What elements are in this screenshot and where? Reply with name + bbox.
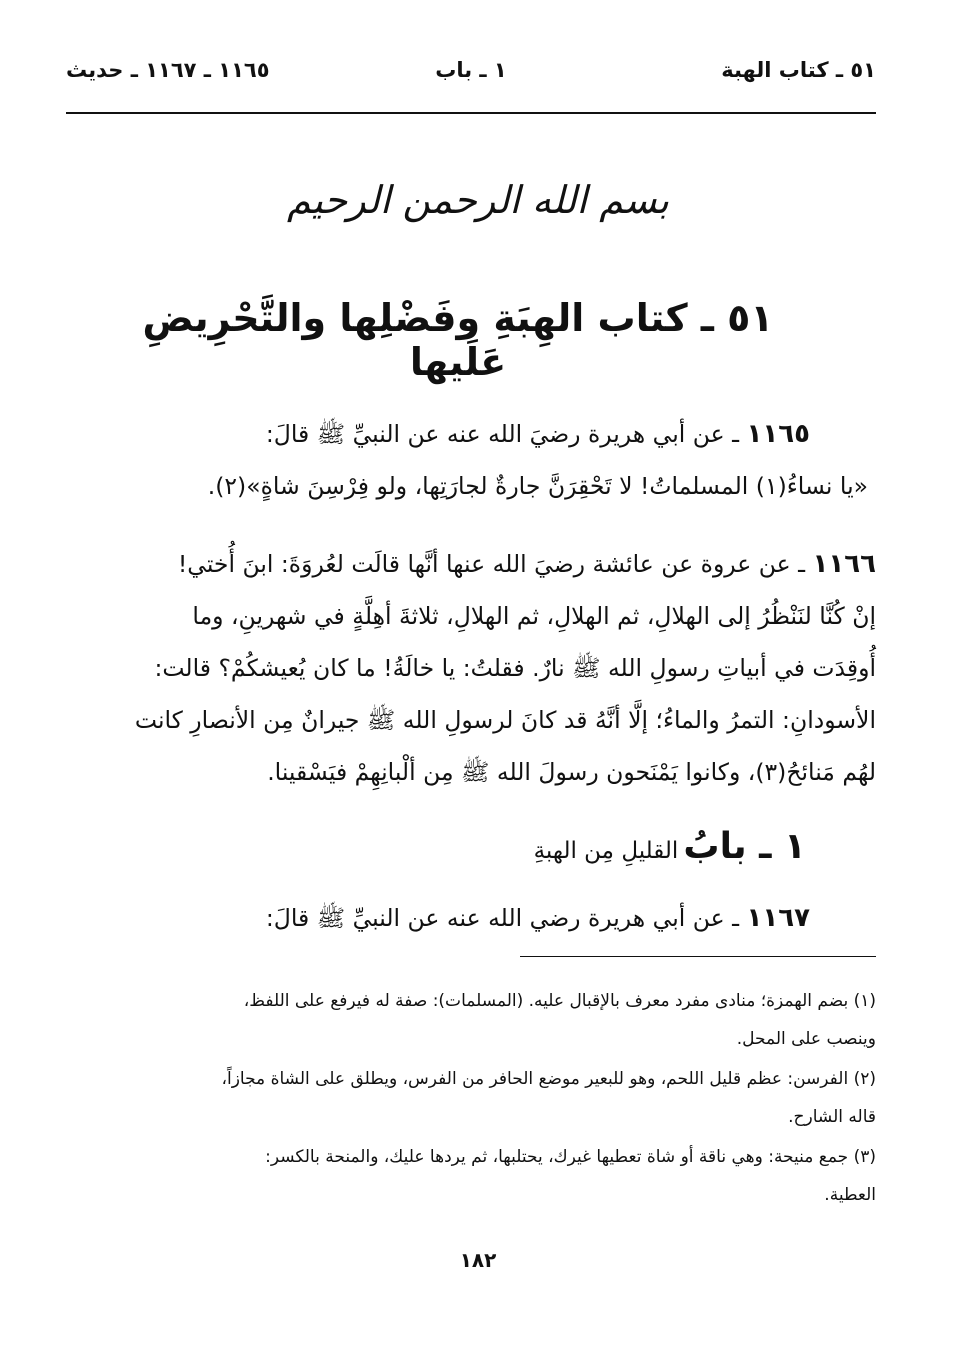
footnote-line: العطية.: [824, 1185, 876, 1205]
footnote: [70, 1060, 876, 1136]
bab-label: ١ ـ بابُ: [683, 826, 806, 867]
hadith-1166: [70, 538, 876, 798]
bab-heading: [534, 826, 806, 867]
hadith-line: [70, 694, 876, 746]
hadith-1165: [70, 408, 876, 512]
hadith-text: «يا نساءُ(١) المسلماتُ! لا تَحْقِرَنَّ جارةٌ لجارَتِها، ولو فِرْسِنَ شاةٍ»(٢).: [207, 472, 868, 500]
hadith-text: ـ عن أبي هريرة رضيَ الله عنه عن النبيِّ ﷺ قالَ:: [265, 420, 740, 448]
hadith-line: [70, 892, 876, 944]
running-header: [66, 58, 876, 98]
hadith-text: إنْ كُنَّا لنَنْظُرُ إلى الهلالِ، ثم الهلالِ، ثم الهلالِ، ثلاثةَ أهِلَّةٍ في شهرينِ، وما: [192, 602, 876, 630]
hadith-1167: [70, 892, 876, 944]
footnote-line: (١) بضم الهمزة؛ منادى مفرد معرف بالإقبال عليه. (المسلمات): صفة له فيرفع على اللفظ،: [243, 991, 876, 1011]
footnote-line: قاله الشارح.: [788, 1107, 876, 1127]
footnote-line: (٣) جمع منيحة: وهي ناقة أو شاة تعطيها غيرك، يحتلبها، ثم يردها عليك، والمنحة بالكسر:: [265, 1147, 876, 1167]
hadith-text: ـ عن أبي هريرة رضي الله عنه عن النبيِّ ﷺ قالَ:: [265, 904, 740, 932]
page-number: ١٨٢: [459, 1248, 497, 1272]
footnote-line: (٢) الفرسن: عظم قليل اللحم، وهو للبعير موضع الحافر من الفرس، ويطلق على الشاة مجازاً،: [221, 1069, 876, 1089]
hadith-number: ١١٦٧: [746, 903, 810, 933]
hadith-text: الأسودانِ: التمرُ والماءُ؛ إلَّا أنَّهُ قد كانَ لرسولِ الله ﷺ جيرانٌ مِن الأنصارِ كانت: [134, 706, 876, 734]
footnote: [70, 1138, 876, 1214]
header-hadith-range: ١١٦٥ ـ ١١٦٧ ـ حديث: [66, 58, 270, 82]
header-chapter: ٥١ ـ كتاب الهبة: [721, 58, 876, 82]
hadith-text: لهُم مَنائحُ(٣)، وكانوا يَمْنَحون رسولَ الله ﷺ مِن ألْبانِهِمْ فيَسْقينا.: [267, 758, 876, 786]
hadith-line: [70, 538, 876, 590]
hadith-line: [70, 408, 876, 460]
footnote-line: وينصب على المحل.: [736, 1029, 876, 1049]
hadith-line: [70, 746, 876, 798]
hadith-line: [70, 590, 876, 642]
basmala: بسم الله الرحمن الرحيم: [287, 178, 669, 222]
header-section: ١ ـ باب: [435, 58, 507, 82]
hadith-line: [70, 460, 876, 512]
hadith-line: [70, 642, 876, 694]
footnote: [70, 982, 876, 1058]
hadith-text: ـ عن عروة عن عائشة رضيَ الله عنها أنَّها قالَت لعُروَةَ: ابنَ أُختي!: [177, 550, 806, 578]
bab-title: القليلِ مِن الهبةِ: [533, 838, 679, 864]
chapter-title: ٥١ ـ كتاب الهِبَةِ وفَضْلِها والتَّحْرِيضِ عَلَيها: [142, 296, 774, 384]
footnotes: [70, 982, 876, 1216]
header-divider: [66, 112, 876, 114]
hadith-text: أُوقِدَت في أبياتِ رسولِ الله ﷺ نارٌ. فقلتُ: يا خالَةُ! ما كان يُعيشكُمْ؟ قالت:: [154, 654, 876, 682]
footnote-divider: [520, 956, 876, 957]
hadith-number: ١١٦٥: [746, 419, 810, 449]
hadith-number: ١١٦٦: [812, 549, 876, 579]
